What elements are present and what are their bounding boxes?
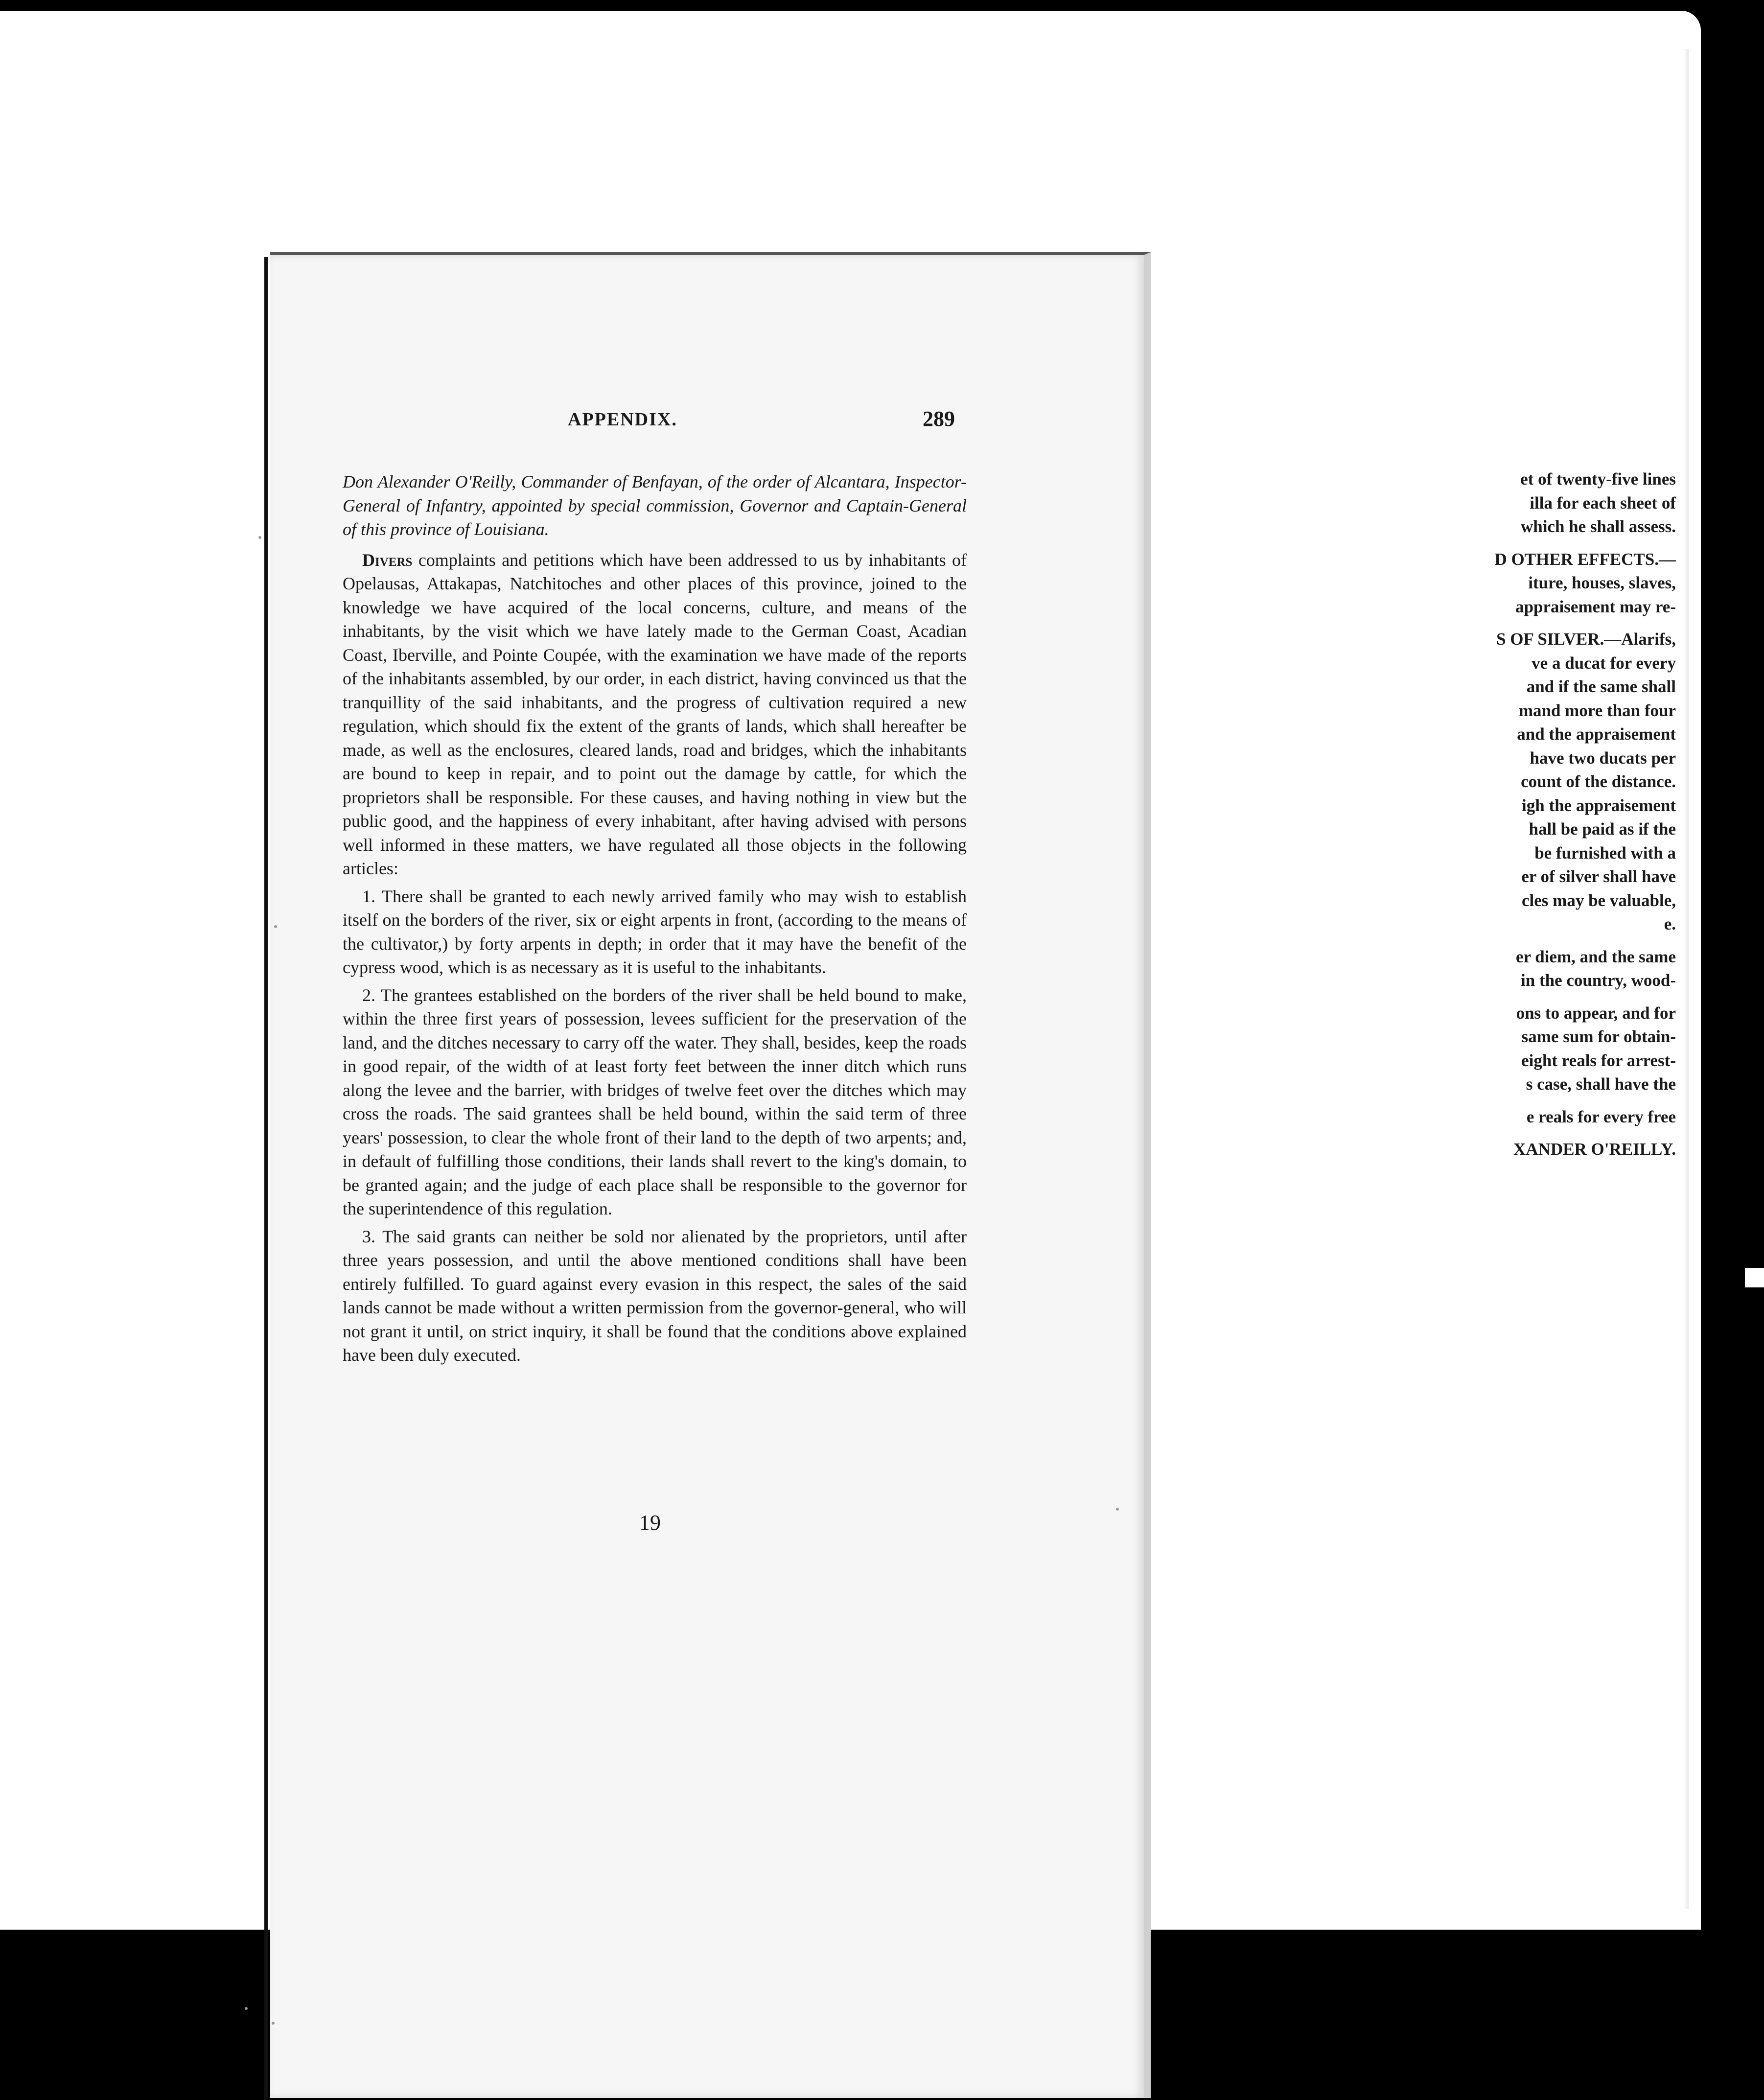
left-page-text bbox=[1480, 467, 1676, 1162]
speck bbox=[272, 2022, 275, 2025]
article-3: 3. The said grants can neither be sold nor alienated by the proprietors, until after three years possession, and until the above mentioned conditions shall have been entirely fulfilled. To guard against every evasion in this respect, the sales of the said lands cannot be made without a written permission from the governor-general, who will not grant it until, on strict inquiry, it shall be found that the conditions above explained have been duly executed. bbox=[343, 1226, 967, 1365]
left-page-line bbox=[1480, 619, 1676, 628]
left-page-line: have two ducats per bbox=[1530, 748, 1676, 768]
speck bbox=[258, 536, 261, 539]
preamble-text: complaints and petitions which have been addressed to us by inhabitants of Opelausas, Attakapas, Natchitoches and other places of this province, joined to the knowledge we have acquired of the local concerns, culture, and means of the inhabitants, by the visit which we have lately made to the German Coast, Acadian Coast, Iberville, and Pointe Coupée, with the examination we have made of the reports of the inhabitants assembled, by our order, in each district, having convinced us that the tranquillity of the said inhabitants, and the progress of cultivation required a new regulation, which should fix the extent of the grants of lands, which shall hereafter be made, as well as the enclosures, cleared lands, road and bridges, which the inhabitants are bound to keep in repair, and to point out the damage by cattle, for which the proprietors shall be responsible. For these causes, and having nothing in view but the public good, and the happiness of every inhabitant, after having advised with persons well informed in these matters, we have regulated all those objects in the following articles: bbox=[343, 550, 967, 878]
left-page-line: appraisement may re- bbox=[1515, 597, 1676, 616]
left-page-line: e. bbox=[1664, 914, 1676, 933]
left-page-line: iture, houses, slaves, bbox=[1528, 573, 1676, 592]
left-page-line bbox=[1480, 539, 1676, 548]
left-page-line: and if the same shall bbox=[1526, 677, 1676, 696]
left-page-line bbox=[1480, 1097, 1676, 1105]
speck bbox=[274, 925, 277, 928]
left-page-line: ve a ducat for every bbox=[1532, 653, 1676, 673]
left-page-line: XANDER O'REILLY. bbox=[1513, 1140, 1676, 1159]
left-page bbox=[0, 255, 267, 2098]
sheet-edge bbox=[1684, 49, 1689, 1909]
left-page-line: ons to appear, and for bbox=[1516, 1003, 1676, 1023]
left-page-line: et of twenty-five lines bbox=[1520, 469, 1676, 489]
left-page-line bbox=[1480, 993, 1676, 1002]
left-page-line: be furnished with a bbox=[1534, 843, 1676, 863]
left-page-line bbox=[1480, 1129, 1676, 1138]
border-nub bbox=[1745, 1268, 1764, 1287]
body-text bbox=[343, 470, 967, 1371]
left-page-line: cles may be valuable, bbox=[1522, 890, 1676, 910]
left-page-line: eight reals for arrest- bbox=[1521, 1050, 1676, 1070]
right-border bbox=[1745, 0, 1764, 1978]
page-number: 289 bbox=[923, 407, 955, 431]
left-page-line: D OTHER EFFECTS.— bbox=[1494, 549, 1676, 569]
drop-word: Divers bbox=[362, 550, 413, 570]
speck bbox=[1116, 1508, 1119, 1511]
left-page-line: igh the appraisement bbox=[1522, 795, 1676, 815]
left-page-line: in the country, wood- bbox=[1521, 971, 1676, 990]
left-page-line: hall be paid as if the bbox=[1529, 819, 1676, 839]
article-2: 2. The grantees established on the borders of the river shall be held bound to make, within the three first years of possession, levees sufficient for the preservation of the land, and the ditches necessary to carry off the water. They shall, besides, keep the roads in good repair, of the width of at least forty feet between the inner ditch which runs along the levee and the barrier, with bridges of twelve feet over the ditches which may cross the roads. The said grantees shall be held bound, within the said term of three years' possession, to clear the whole front of their land to the depth of two arpents; and, in default of fulfilling those conditions, their lands shall revert to the king's domain, to be granted again; and the judge of each place shall be responsible to the governor for the superintendence of this regulation. bbox=[343, 985, 967, 1218]
left-page-line: which he shall assess. bbox=[1520, 517, 1676, 536]
running-head: APPENDIX. bbox=[568, 409, 677, 430]
left-page-line: count of the distance. bbox=[1521, 772, 1676, 791]
left-page-line: s case, shall have the bbox=[1526, 1074, 1676, 1094]
left-page-line: illa for each sheet of bbox=[1530, 493, 1676, 513]
article-1: 1. There shall be granted to each newly arrived family who may wish to establish itself on the borders of the river, six or eight arpents in front, (according to the means of the cultivator,) by forty arpents in depth; in order that it may have the benefit of the cypress wood, which is as necessary as it is useful to the inhabitants. bbox=[343, 886, 967, 977]
left-page-line: and the appraisement bbox=[1517, 724, 1676, 744]
intro-italic: Don Alexander O'Reilly, Commander of Benfayan, of the order of Alcantara, Inspector-General of Infantry, appointed by special commission, Governor and Captain-General of this province of Louisiana. bbox=[343, 472, 967, 539]
left-page-line: e reals for every free bbox=[1526, 1107, 1676, 1126]
left-page-line: er of silver shall have bbox=[1521, 867, 1676, 886]
left-page-line: S OF SILVER.—Alarifs, bbox=[1496, 630, 1676, 649]
left-page-line bbox=[1480, 936, 1676, 945]
left-page-line: same sum for obtain- bbox=[1521, 1027, 1676, 1046]
left-page-line: mand more than four bbox=[1518, 700, 1676, 720]
speck bbox=[245, 2007, 248, 2010]
paragraph-preamble bbox=[343, 548, 967, 881]
signature-mark: 19 bbox=[639, 1511, 661, 1535]
left-page-line: er diem, and the same bbox=[1516, 947, 1676, 966]
gutter-line bbox=[264, 257, 268, 2100]
